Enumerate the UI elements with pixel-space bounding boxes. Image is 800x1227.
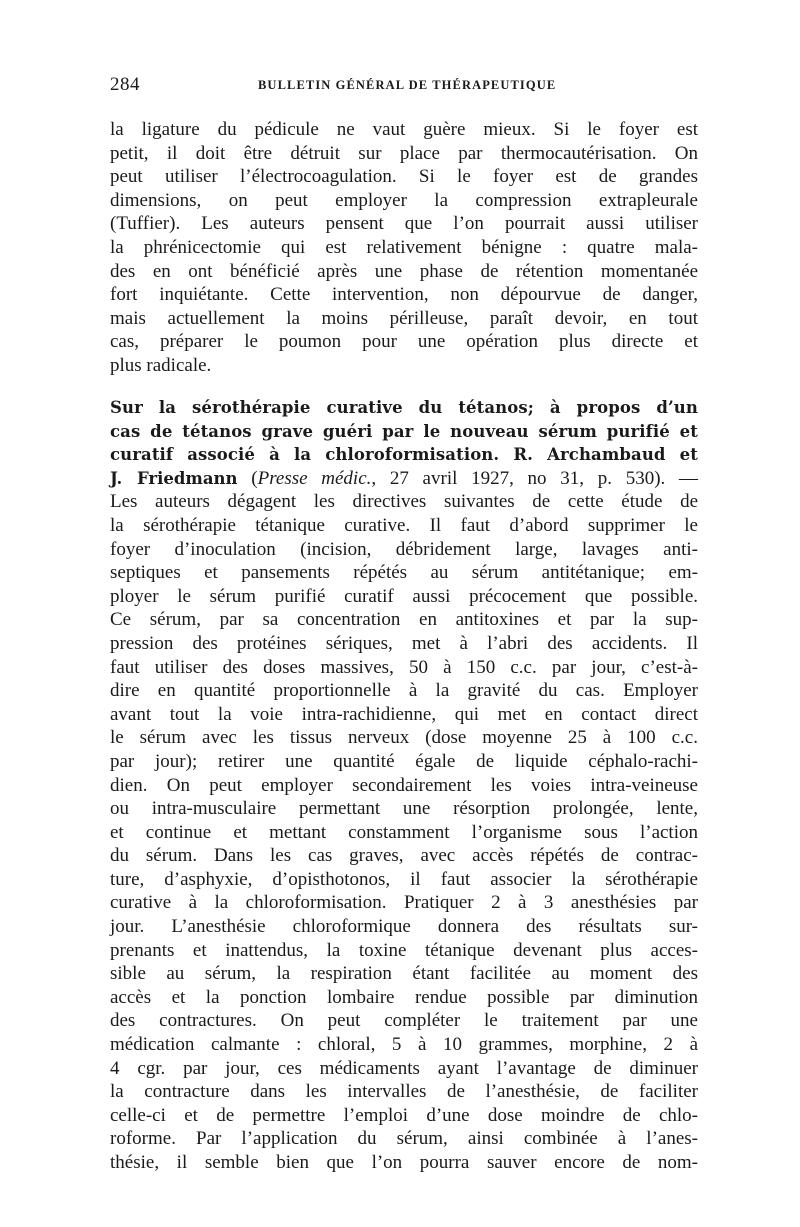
text-line: petit, il doit être détruit sur place par thermocautérisation. On <box>110 142 698 164</box>
running-title: BULLETIN GÉNÉRAL DE THÉRAPEUTIQUE <box>258 78 557 92</box>
article-author: J. Friedmann <box>110 468 238 488</box>
article-abstract <box>110 396 698 1175</box>
text-line: jour. L’anesthésie chloroformique donnera des résultats sur- <box>110 916 698 938</box>
citation-paren: ( <box>237 467 258 489</box>
text-line: celle-ci et de permettre l’emploi d’une dose moindre de chlo- <box>110 1104 698 1126</box>
text-line: ture, d’asphyxie, d’opisthotonos, il faut associer la sérothérapie <box>110 868 698 890</box>
text-line: le sérum avec les tissus nerveux (dose moyenne 25 à 100 c.c. <box>110 727 698 749</box>
text-line: plus radicale. <box>110 354 212 376</box>
text-line: ou intra-musculaire permettant une résorption prolongée, lente, <box>110 798 698 820</box>
text-line: mais actuellement la moins périlleuse, paraît devoir, en tout <box>110 307 698 329</box>
text-line: 4 cgr. par jour, ces médicaments ayant l’avantage de diminuer <box>110 1057 698 1079</box>
text-line: foyer d’inoculation (incision, débridement large, lavages anti- <box>110 538 698 560</box>
text-line: la sérothérapie tétanique curative. Il faut d’abord supprimer le <box>110 514 698 536</box>
text-line: des contractures. On peut compléter le traitement par une <box>110 1010 698 1032</box>
paragraph-continuation <box>110 118 698 378</box>
text-line: la ligature du pédicule ne vaut guère mieux. Si le foyer est <box>110 119 698 140</box>
text-line: curative à la chloroformisation. Pratiquer 2 à 3 anesthésies par <box>110 892 698 914</box>
text-line: (Tuffier). Les auteurs pensent que l’on pourrait aussi utiliser <box>110 213 698 235</box>
text-line: des en ont bénéficié après une phase de rétention momentanée <box>110 260 698 282</box>
text-line: par jour); retirer une quantité égale de liquide céphalo-rachi- <box>110 750 698 772</box>
article-title-line: Sur la sérothérapie curative du tétanos; à propos d’un <box>110 398 698 417</box>
text-line: accès et la ponction lombaire rendue possible par diminution <box>110 986 698 1008</box>
text-line: Ce sérum, par sa concentration en antitoxines et par la sup- <box>110 609 698 631</box>
text-line: avant tout la voie intra-rachidienne, qui met en contact direct <box>110 703 698 725</box>
citation-details: , 27 avril 1927, no 31, p. 530). — <box>371 467 698 489</box>
text-line: médication calmante : chloral, 5 à 10 grammes, morphine, 2 à <box>110 1034 698 1056</box>
text-line: cas, préparer le poumon pour une opération plus directe et <box>110 331 698 353</box>
text-line: fort inquiétante. Cette intervention, non dépourvue de danger, <box>110 284 698 306</box>
text-line: sible au sérum, la respiration étant facilitée au moment des <box>110 963 698 985</box>
text-line: peut utiliser l’électrocoagulation. Si le foyer est de grandes <box>110 166 698 188</box>
article-citation-line <box>110 467 698 491</box>
text-line: du sérum. Dans les cas graves, avec accès répétés de contrac- <box>110 845 698 867</box>
text-line: thésie, il semble bien que l’on pourra sauver encore de nom- <box>110 1152 698 1173</box>
text-line: dire en quantité proportionnelle à la gravité du cas. Employer <box>110 680 698 702</box>
journal-name: Presse médic. <box>257 467 372 489</box>
text-line: Les auteurs dégagent les directives suivantes de cette étude de <box>110 491 698 513</box>
page-header <box>110 74 698 96</box>
text-line: pression des protéines sériques, met à l’abri des accidents. Il <box>110 632 698 654</box>
text-line: la phrénicectomie qui est relativement bénigne : quatre mala- <box>110 236 698 258</box>
text-line: dimensions, on peut employer la compression extrapleurale <box>110 189 698 211</box>
text-line: ployer le sérum purifié curatif aussi précocement que possible. <box>110 585 698 607</box>
text-line: septiques et pansements répétés au sérum antitétanique; em- <box>110 562 698 584</box>
page-number: 284 <box>110 74 140 95</box>
article-title-line: cas de tétanos grave guéri par le nouveau sérum purifié et <box>110 421 698 441</box>
text-line: roforme. Par l’application du sérum, ainsi combinée à l’anes- <box>110 1128 698 1150</box>
text-line: faut utiliser des doses massives, 50 à 150 c.c. par jour, c’est-à- <box>110 656 698 678</box>
text-line: la contracture dans les intervalles de l’anesthésie, de faciliter <box>110 1081 698 1103</box>
text-line: et continue et mettant constamment l’organisme sous l’action <box>110 821 698 843</box>
article-title-line: curatif associé à la chloroformisation. R. Archambaud et <box>110 445 698 465</box>
text-line: prenants et inattendus, la toxine tétanique devenant plus acces- <box>110 939 698 961</box>
text-line: dien. On peut employer secondairement les voies intra-veineuse <box>110 774 698 796</box>
